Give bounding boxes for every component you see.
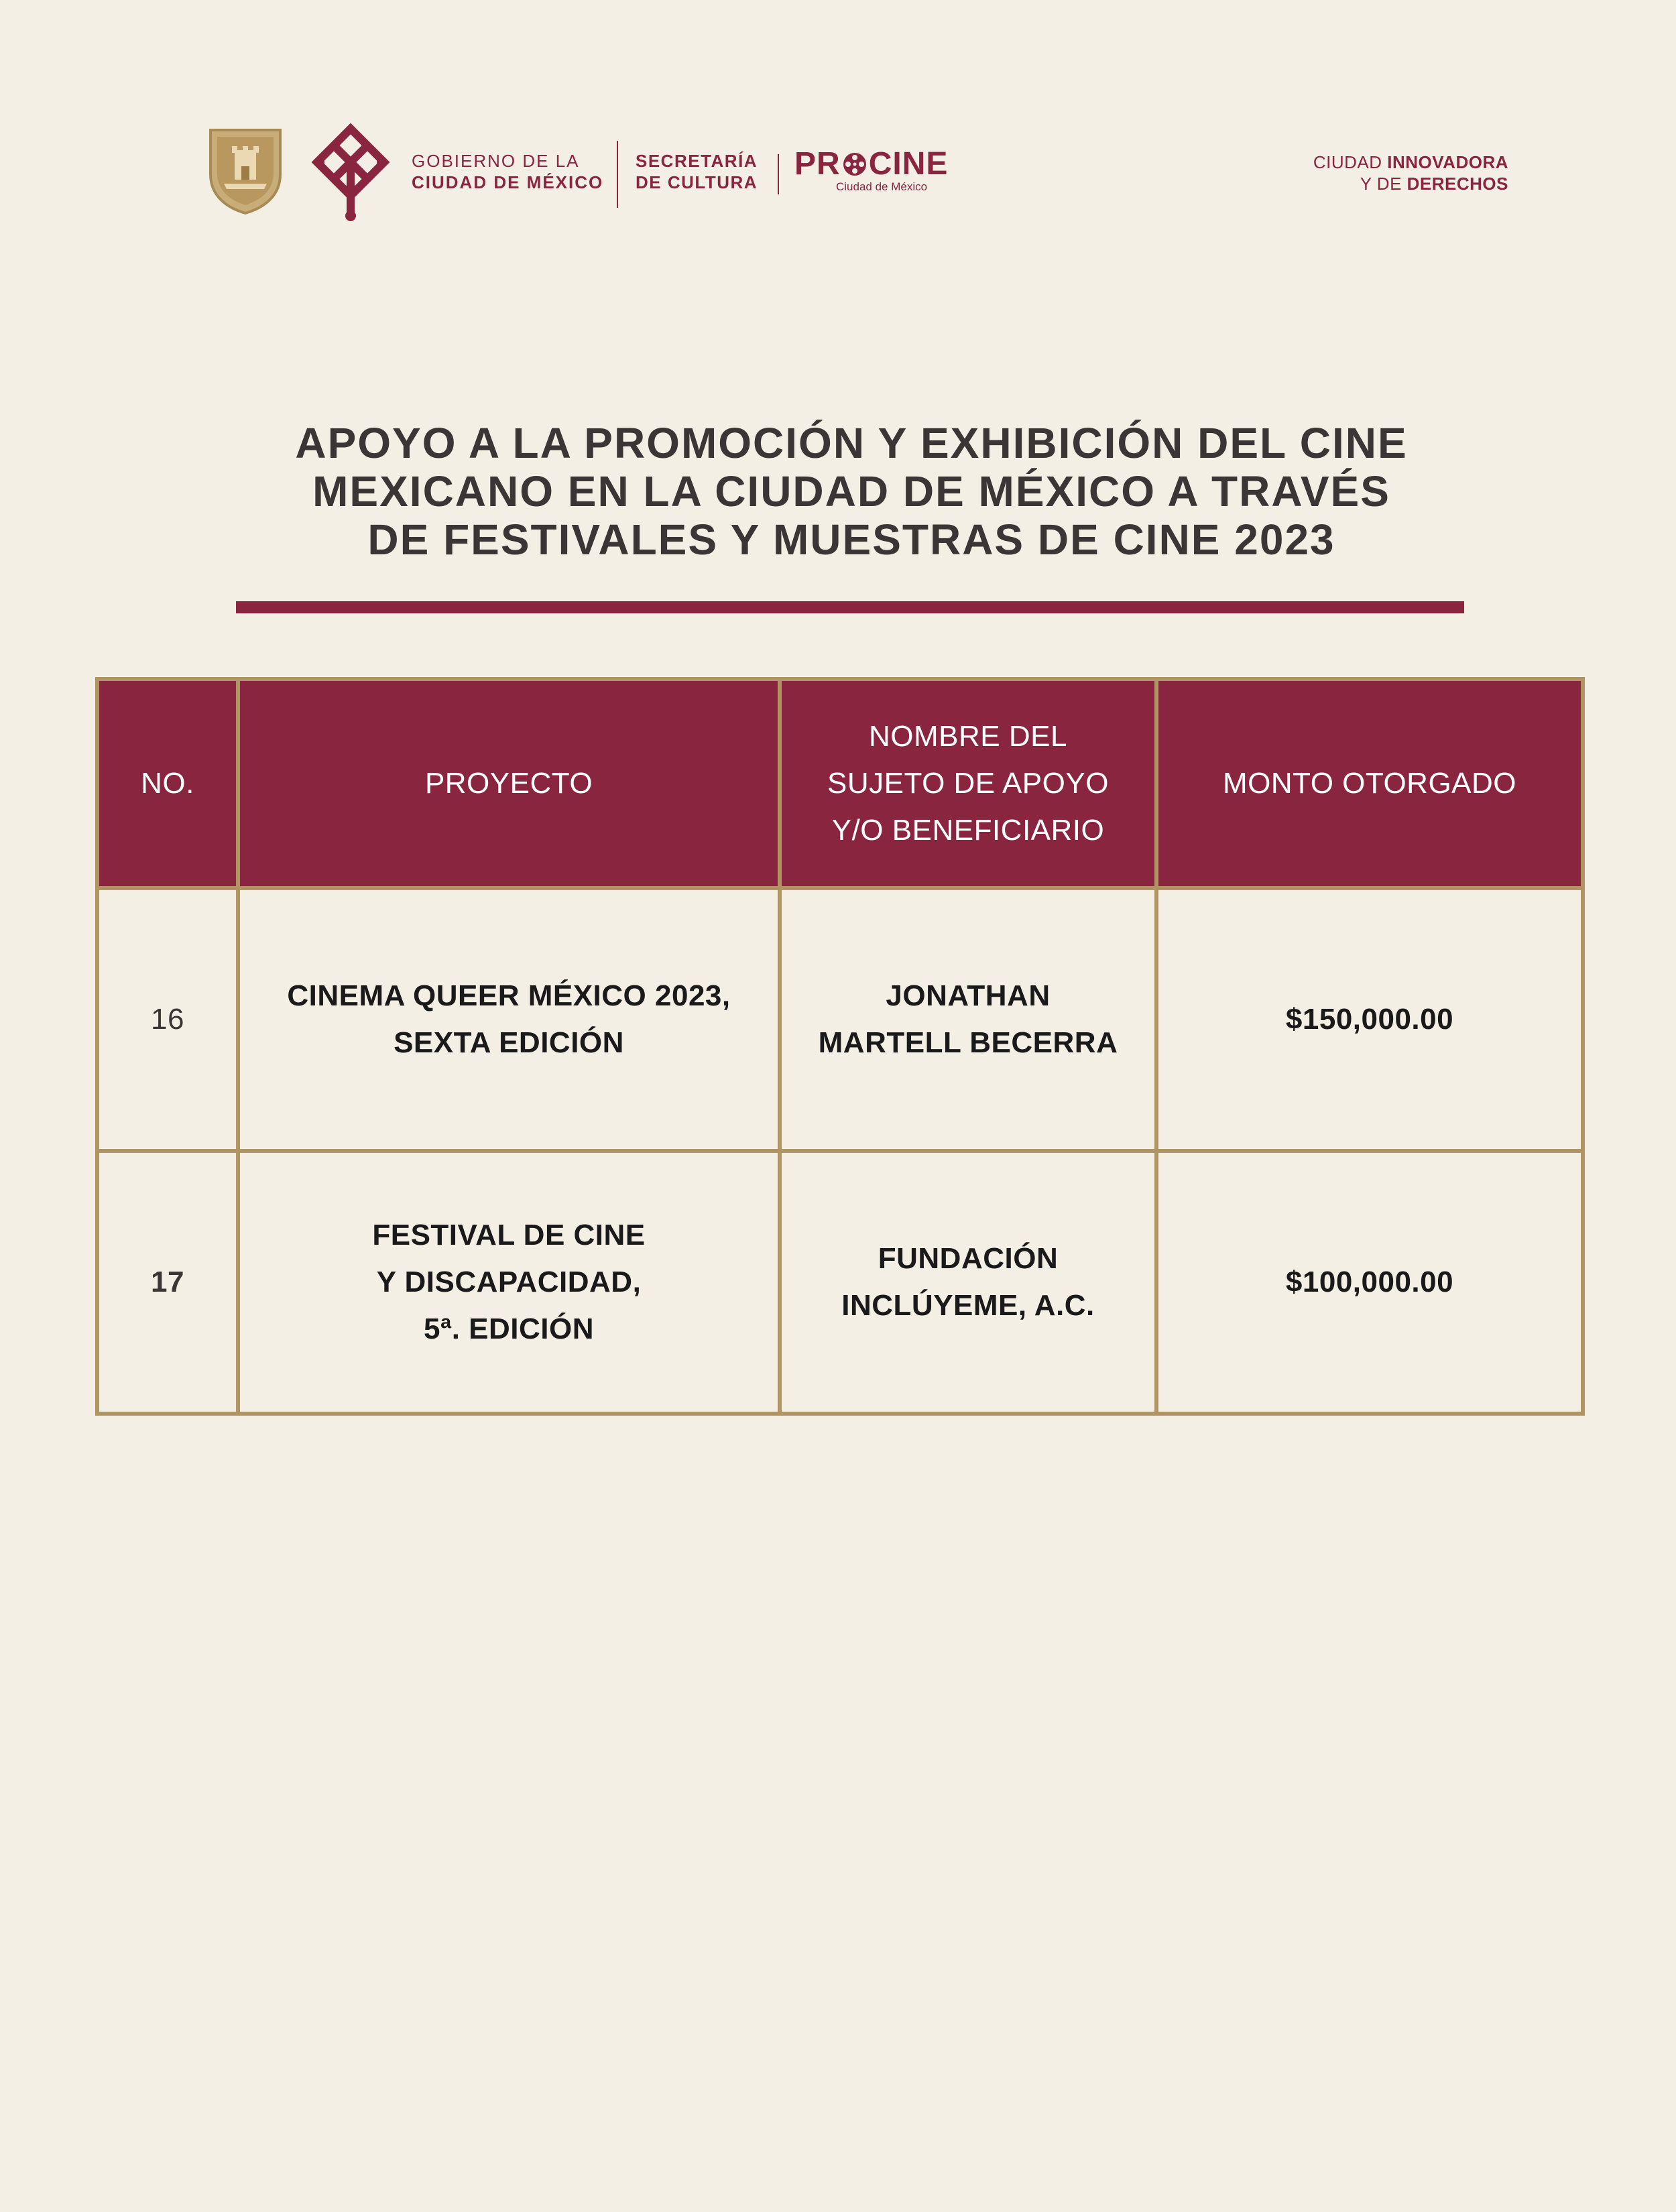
cell-no: 16 [97,888,238,1151]
secretaria-cultura-wordmark [636,150,758,193]
header-divider [617,141,618,208]
slogan-plain: Y DE [1360,174,1407,194]
page-title [235,419,1468,564]
cell-nombre [780,888,1156,1151]
procine-post: CINE [868,146,949,182]
cell-line: FESTIVAL DE CINE [372,1219,646,1251]
table-row [97,1151,1583,1414]
procine-subtitle: Ciudad de México [836,180,928,193]
procine-logo [794,147,948,193]
cell-line: Y DISCAPACIDAD, [376,1266,642,1298]
cell-proyecto [238,888,780,1151]
header-nombre-line: Y/O BENEFICIARIO [831,814,1105,847]
cell-monto: $150,000.00 [1156,888,1583,1151]
cell-line: INCLÚYEME, A.C. [841,1289,1095,1322]
header-nombre-line: SUJETO DE APOYO [827,767,1109,800]
slogan-plain: CIUDAD [1313,152,1388,172]
cell-line: MARTELL BECERRA [818,1026,1118,1059]
cdmx-shield-logo [208,127,283,214]
table-header-row [97,679,1583,888]
title-underline [236,601,1464,613]
title-line: DE FESTIVALES Y MUESTRAS DE CINE 2023 [367,515,1335,564]
cell-line: CINEMA QUEER MÉXICO 2023, [287,979,731,1012]
cdmx-interlaced-logo [307,122,394,223]
title-line: APOYO A LA PROMOCIÓN Y EXHIBICIÓN DEL CINE [295,419,1408,467]
header-proyecto: PROYECTO [238,679,780,888]
gov-line1: GOBIERNO DE LA [412,151,580,171]
cell-monto: $100,000.00 [1156,1151,1583,1414]
header-nombre-line: NOMBRE DEL [869,720,1067,753]
page-header [0,0,1676,241]
cell-no: 17 [97,1151,238,1414]
header-divider [778,154,779,194]
slogan [1313,151,1508,194]
cell-proyecto [238,1151,780,1414]
sec-line1: SECRETARÍA [636,151,758,171]
header-no: NO. [97,679,238,888]
gov-line2: CIUDAD DE MÉXICO [412,172,604,192]
cell-line: JONATHAN [886,979,1051,1012]
film-reel-icon [842,151,867,177]
header-nombre [780,679,1156,888]
title-line: MEXICANO EN LA CIUDAD DE MÉXICO A TRAVÉS [312,467,1390,515]
sec-line2: DE CULTURA [636,172,758,192]
support-table [95,677,1585,1416]
cell-line: SEXTA EDICIÓN [394,1026,624,1059]
cell-line: 5ª. EDICIÓN [423,1312,595,1345]
slogan-bold: INNOVADORA [1387,152,1508,172]
table-row [97,888,1583,1151]
gov-cdmx-wordmark [412,150,603,193]
procine-pre: PR [794,146,841,182]
header-monto: MONTO OTORGADO [1156,679,1583,888]
slogan-bold: DERECHOS [1406,174,1508,194]
cell-line: FUNDACIÓN [878,1242,1059,1275]
cell-nombre [780,1151,1156,1414]
